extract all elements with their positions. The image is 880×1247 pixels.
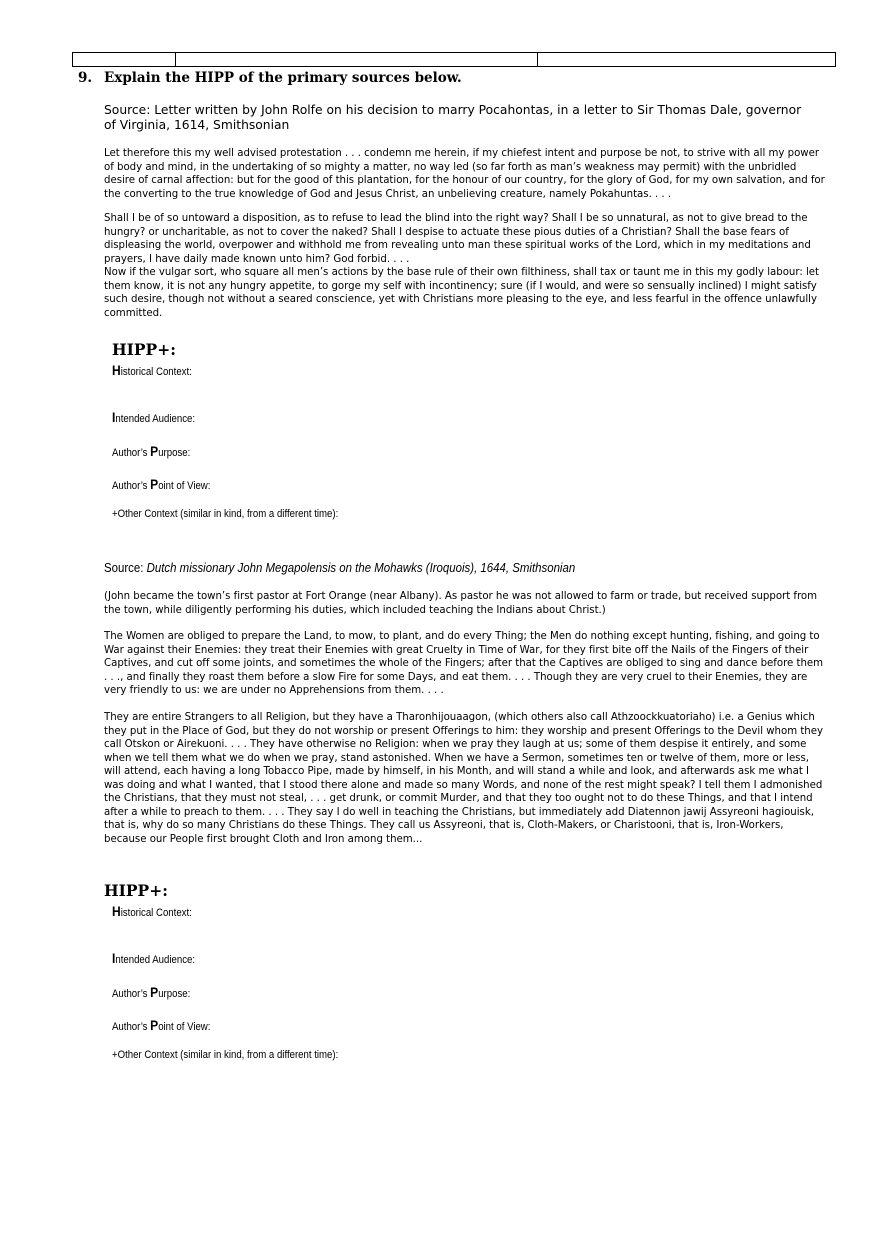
author-purpose-label: Author’s Purpose:: [112, 443, 191, 459]
historical-context-label: Historical Context:: [112, 903, 192, 919]
hipp-heading: HIPP+:: [104, 881, 168, 900]
author-purpose-label: Author’s Purpose:: [112, 984, 191, 1000]
author-point-of-view-label: Author’s Point of View:: [112, 476, 211, 492]
source1-paragraph-1: Let therefore this my well advised protestation . . . condemn me herein, if my chiefest intent and purpose be not, to strive with all my power of body and mind, in the undertaking of so mighty a matter, no way led (so far forth as man’s weakness may permit) with the unbridled desire of carnal affection: but for the good of this plantation, for the honour of our country, for the glory of God, for my own salvation, and for the converting to the true knowledge of God and Jesus Christ, an unbelieving creature, namely Pokahuntas. . . .: [104, 148, 825, 200]
source1-paragraph-3: Now if the vulgar sort, who square all men’s actions by the base rule of their own filthiness, shall tax or taunt me in this my godly labour: let them know, it is not any hungry appetite, to gorge my self with incontinency; sure (if I would, and were so sensually inclined) I might satisfy such desire, though not without a seared conscience, yet with Christians more pleasing to the eye, and less fearful in the offence unlawfully committed.: [104, 267, 820, 319]
source2-paragraph-1: (John became the town’s first pastor at Fort Orange (near Albany). As pastor he was not allowed to farm or trade, but received support from the town, while diligently performing his duties, which included teaching the Indians about Christ.): [104, 591, 818, 616]
table-cell: [176, 53, 538, 66]
source2-paragraph-3: They are entire Strangers to all Religion, but they have a Tharonhijouaagon, (which others also call Athzoockkuatoriaho) i.e. a Genius which they put in the Place of God, but they do not worship or present Offerings to him: they worship and present Offerings to the Devil whom they call Otskon or Airekuoni. . . . They have otherwise no Religion: when we pray they laugh at us; some of them despise it entirely, and some when we tell them what we do when we pray, stand astonished. When we have a Sermon, sometimes ten or twelve of them, more or less, will attend, each having a long Tobacco Pipe, made by himself, in his Month, and will stand a while and look, and afterwards ask me what I was doing and what I wanted, that I stood there alone and made so many Words, and none of the rest might speak? I tell them I admonished the Christians, that they must not steal, . . . get drunk, or commit Murder, and that they too ought not to do these Things, and that I intend after a while to preach to them. . . . They say I do well in teaching the Christians, but immediately add Diatennon jawij Assyreoni hagiouisk, that is, why do so many Christians do these Things. They call us Assyreoni, that is, Cloth-Makers, or Charistooni, that is, Iron-Workers, because our People first brought Cloth and Iron among them...: [104, 712, 824, 845]
question-number: 9.: [78, 70, 93, 86]
header-table: [72, 52, 836, 67]
source2-paragraph-2: The Women are obliged to prepare the Land, to mow, to plant, and do every Thing; the Men do nothing except hunting, fishing, and going to War against their Enemies: they treat their Enemies with great Cruelty in Time of War, for they first bite off the Nails of the Fingers of their Captives, and cut off some joints, and sometimes the whole of the Fingers; after that the Captives are obliged to sing and dance before them . . ., and finally they roast them before a slow Fire for some Days, and eat them. . . . Though they are very cruel to their Enemies, they are very friendly to us: we are under no Apprehensions from them. . . .: [104, 631, 824, 696]
table-cell: [73, 53, 176, 66]
intended-audience-label: Intended Audience:: [112, 950, 196, 966]
source1-citation: Source: Letter written by John Rolfe on his decision to marry Pocahontas, in a letter to Sir Thomas Dale, governor of Virginia, 1614, Smithsonian: [104, 103, 802, 132]
historical-context-label: Historical Context:: [112, 362, 192, 378]
other-context-label: +Other Context (similar in kind, from a different time):: [112, 1049, 339, 1061]
question-text: Explain the HIPP of the primary sources below.: [104, 70, 462, 86]
author-point-of-view-label: Author’s Point of View:: [112, 1017, 211, 1033]
intended-audience-label: Intended Audience:: [112, 409, 196, 425]
hipp-heading: HIPP+:: [112, 340, 176, 359]
question-heading: [78, 70, 462, 86]
source1-paragraph-2: Shall I be of so untoward a disposition, as to refuse to lead the blind into the right way? Shall I be so unnatural, as not to give bread to the hungry? or uncharitable, as not to cover the naked? Shall I despise to actuate these pious duties of a Christian? Shall the base fears of displeasing the world, overpower and withhold me from revealing unto man these spiritual works of the Lord, which in my meditations and prayers, I have daily made known unto him? God forbid. . . .: [104, 213, 811, 265]
other-context-label: +Other Context (similar in kind, from a different time):: [112, 508, 339, 520]
table-cell: [538, 53, 835, 66]
source2-citation: Source: Dutch missionary John Megapolensis on the Mohawks (Iroquois), 1644, Smithsonian: [104, 560, 576, 575]
